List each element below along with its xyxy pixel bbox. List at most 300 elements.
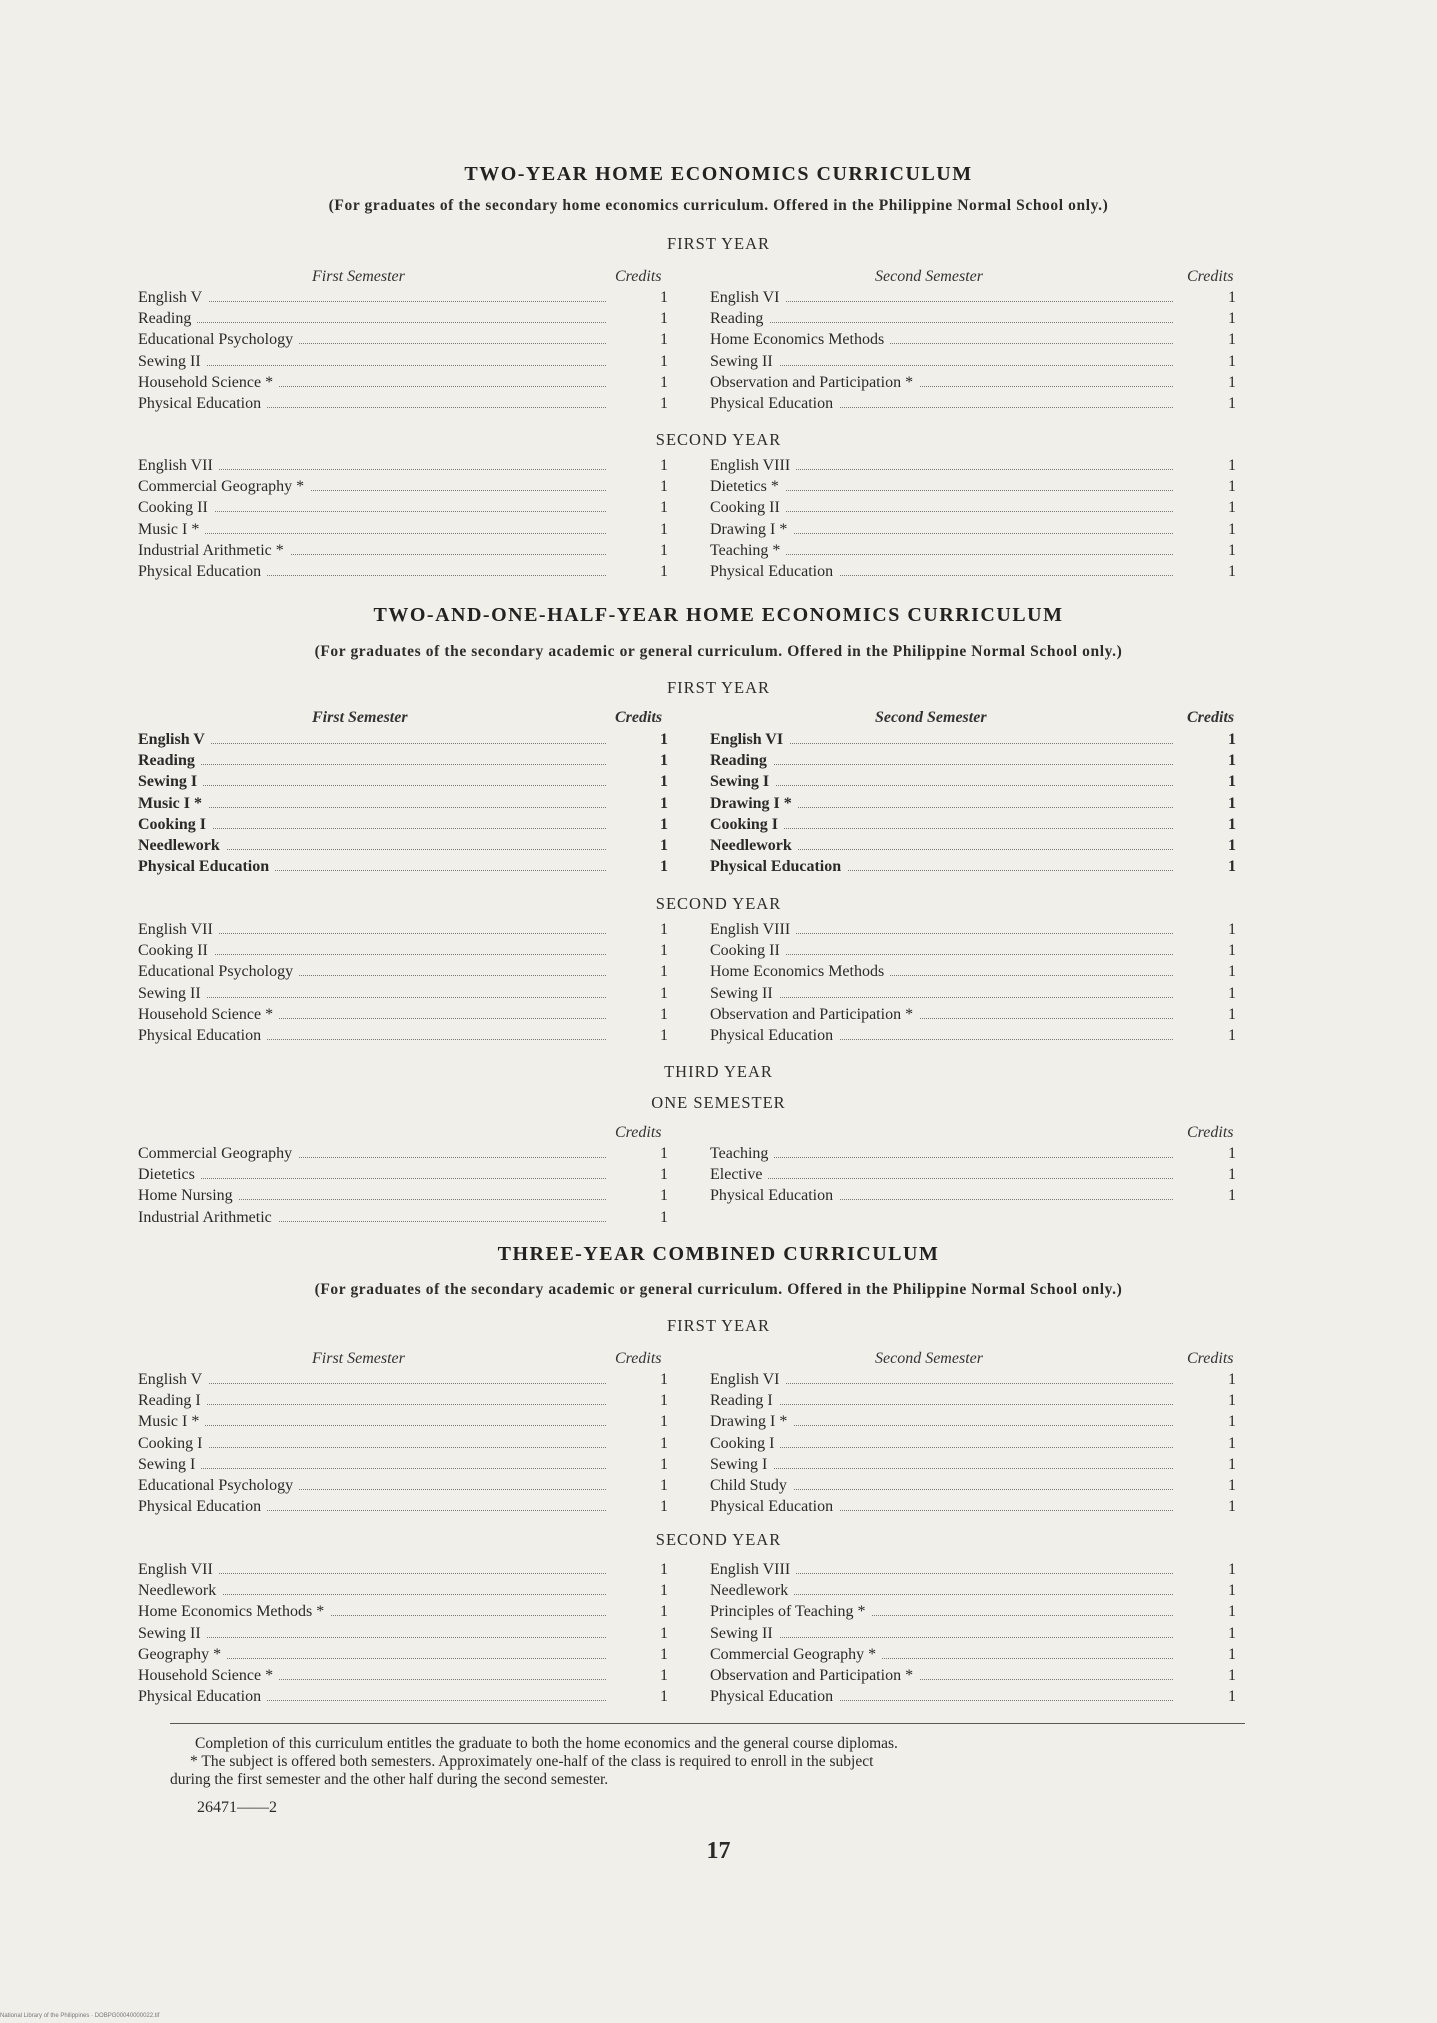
course-row (138, 919, 684, 940)
course-row (138, 835, 684, 856)
first-semester-header: First Semester (312, 709, 408, 726)
course-row (710, 1411, 1252, 1432)
course-row (710, 771, 1252, 792)
course-name: Teaching * (710, 540, 786, 561)
course-row (138, 329, 684, 350)
course-credit: 1 (1228, 942, 1236, 960)
course-name: Educational Psychology (138, 961, 299, 982)
course-credit: 1 (660, 1208, 668, 1226)
course-row (138, 1665, 684, 1686)
dot-leader (138, 764, 606, 765)
year-label: FIRST YEAR (666, 1316, 771, 1335)
dot-leader (138, 997, 606, 998)
course-name: English VII (138, 919, 219, 940)
course-row (138, 455, 684, 476)
course-name: Observation and Participation * (710, 1665, 919, 1686)
course-row (138, 1496, 684, 1517)
course-credit: 1 (660, 921, 668, 938)
dot-leader (138, 785, 606, 786)
course-row (138, 393, 684, 414)
course-credit: 1 (1228, 1413, 1236, 1431)
dot-leader (710, 997, 1173, 998)
course-name: Home Economics Methods (710, 961, 890, 982)
course-credit: 1 (660, 373, 668, 391)
course-name: Dietetics (138, 1164, 201, 1185)
year-label: FIRST YEAR (666, 234, 771, 253)
course-credit: 1 (660, 752, 668, 770)
course-row (710, 372, 1252, 393)
course-name: Drawing I * (710, 1411, 793, 1432)
course-credit: 1 (1228, 1005, 1236, 1023)
dot-leader (138, 301, 606, 302)
course-name: Physical Education (710, 393, 839, 414)
course-name: Physical Education (138, 1686, 267, 1707)
course-name: Cooking II (710, 940, 786, 961)
course-name: Physical Education (710, 1185, 839, 1206)
course-credit: 1 (660, 1645, 668, 1663)
course-credit: 1 (660, 310, 668, 328)
dot-leader (710, 1178, 1173, 1179)
course-name: Drawing I * (710, 793, 798, 814)
course-row (138, 540, 684, 561)
course-name: Physical Education (710, 1496, 839, 1517)
course-row (138, 1390, 684, 1411)
course-credit: 1 (660, 1455, 668, 1473)
course-credit: 1 (1228, 858, 1236, 876)
course-credit: 1 (1228, 794, 1236, 812)
course-credit: 1 (1228, 731, 1236, 748)
course-name: Sewing II (138, 983, 207, 1004)
course-row (710, 393, 1252, 414)
course-row (138, 814, 684, 835)
course-row (710, 1143, 1252, 1164)
course-credit: 1 (1228, 395, 1236, 412)
course-row (138, 476, 684, 497)
course-name: Home Economics Methods (710, 329, 890, 350)
course-name: Home Nursing (138, 1185, 239, 1206)
course-name: Commercial Geography (138, 1143, 298, 1164)
course-row (710, 1559, 1252, 1580)
course-row (710, 940, 1252, 961)
course-name: Reading (710, 308, 769, 329)
course-credit: 1 (660, 499, 668, 517)
course-name: Household Science * (138, 1004, 279, 1025)
course-credit: 1 (660, 1624, 668, 1642)
course-credit: 1 (660, 1145, 668, 1162)
course-row (138, 1207, 684, 1228)
course-row (138, 771, 684, 792)
dot-leader (138, 1425, 606, 1426)
course-row (710, 351, 1252, 372)
course-credit: 1 (660, 289, 668, 306)
course-row (138, 1004, 684, 1025)
course-name: Industrial Arithmetic (138, 1207, 278, 1228)
course-credit: 1 (1228, 1688, 1236, 1706)
course-credit: 1 (1228, 1498, 1236, 1516)
course-name: Physical Education (138, 856, 275, 877)
course-name: Household Science * (138, 1665, 279, 1686)
course-row (710, 308, 1252, 329)
course-credit: 1 (1228, 1371, 1236, 1388)
course-name: Cooking I (138, 814, 212, 835)
course-credit: 1 (1228, 1455, 1236, 1473)
course-row (710, 793, 1252, 814)
course-row (138, 983, 684, 1004)
course-name: English VI (710, 729, 789, 750)
course-name: Cooking II (710, 497, 786, 518)
course-row (138, 1143, 684, 1164)
course-row (138, 1580, 684, 1601)
year-label: SECOND YEAR (655, 1530, 782, 1549)
course-row (710, 476, 1252, 497)
course-credit: 1 (660, 1582, 668, 1600)
course-credit: 1 (1228, 289, 1236, 306)
course-credit: 1 (660, 1477, 668, 1494)
course-row (138, 1164, 684, 1185)
course-row (138, 1623, 684, 1644)
course-name: Commercial Geography * (138, 476, 310, 497)
course-row (138, 1369, 684, 1390)
course-row (710, 455, 1252, 476)
footnote-rule (170, 1723, 1245, 1724)
course-row (138, 519, 684, 540)
course-credit: 1 (1228, 1187, 1236, 1205)
dot-leader (710, 1157, 1173, 1158)
course-row (138, 856, 684, 877)
course-name: Physical Education (710, 856, 847, 877)
course-row (710, 329, 1252, 350)
course-name: Cooking I (710, 1433, 780, 1454)
course-credit: 1 (660, 1603, 668, 1621)
dot-leader (710, 764, 1173, 765)
section-note: (For graduates of the secondary academic or general curriculum. Offered in the Philippine Normal School only.) (314, 1281, 1123, 1298)
credits-header: Credits (1187, 268, 1234, 285)
course-row (710, 1185, 1252, 1206)
course-credit: 1 (1228, 331, 1236, 349)
course-name: Educational Psychology (138, 1475, 299, 1496)
course-credit: 1 (660, 1498, 668, 1516)
course-credit: 1 (660, 563, 668, 580)
course-row (710, 1496, 1252, 1517)
course-credit: 1 (1228, 815, 1236, 833)
course-row (138, 750, 684, 771)
course-row (138, 1025, 684, 1046)
credits-header: Credits (615, 709, 663, 726)
course-name: Physical Education (138, 1496, 267, 1517)
year-label: THIRD YEAR (664, 1062, 773, 1081)
section-note: (For graduates of the secondary home economics curriculum. Offered in the Philippine Normal School only.) (328, 197, 1109, 214)
course-name: English V (138, 287, 208, 308)
course-row (710, 287, 1252, 308)
course-name: Observation and Participation * (710, 372, 919, 393)
second-semester-header: Second Semester (875, 268, 983, 285)
course-name: Physical Education (710, 1686, 839, 1707)
course-name: Reading I (138, 1390, 207, 1411)
dot-leader (710, 322, 1173, 323)
course-name: Sewing II (710, 983, 779, 1004)
course-credit: 1 (660, 395, 668, 412)
course-credit: 1 (1228, 352, 1236, 370)
course-name: Household Science * (138, 372, 279, 393)
course-name: Reading (138, 308, 197, 329)
course-credit: 1 (660, 457, 668, 474)
course-row (138, 1411, 684, 1432)
course-row (138, 351, 684, 372)
course-row (138, 561, 684, 582)
course-credit: 1 (1228, 457, 1236, 474)
footnote-line-1: Completion of this curriculum entitles the graduate to both the home economics and the general course diplomas. (195, 1735, 898, 1752)
dot-leader (138, 1637, 606, 1638)
course-row (710, 1686, 1252, 1707)
dot-leader (138, 1383, 606, 1384)
course-name: Physical Education (138, 1025, 267, 1046)
course-credit: 1 (1228, 1561, 1236, 1578)
dot-leader (710, 785, 1173, 786)
course-credit: 1 (660, 794, 668, 812)
course-name: Physical Education (138, 393, 267, 414)
course-row (138, 729, 684, 750)
course-name: Music I * (138, 793, 208, 814)
course-name: Teaching (710, 1143, 774, 1164)
course-row (138, 1601, 684, 1622)
course-row (710, 919, 1252, 940)
course-credit: 1 (1228, 310, 1236, 328)
dot-leader (710, 1637, 1173, 1638)
course-credit: 1 (660, 942, 668, 960)
page-number: 17 (706, 1838, 731, 1864)
dot-leader (138, 1468, 606, 1469)
course-row (710, 1390, 1252, 1411)
first-semester-header: First Semester (312, 268, 405, 285)
course-credit: 1 (660, 1187, 668, 1205)
course-credit: 1 (1228, 1582, 1236, 1600)
course-credit: 1 (1228, 752, 1236, 770)
section-title: THREE-YEAR COMBINED CURRICULUM (497, 1243, 940, 1265)
course-credit: 1 (660, 837, 668, 854)
course-row (138, 793, 684, 814)
course-row (710, 1433, 1252, 1454)
course-name: English VIII (710, 919, 796, 940)
course-name: Needlework (710, 1580, 794, 1601)
dot-leader (710, 365, 1173, 366)
course-name: Educational Psychology (138, 329, 299, 350)
course-credit: 1 (1228, 1624, 1236, 1642)
course-credit: 1 (660, 773, 668, 791)
course-row (710, 750, 1252, 771)
course-row (710, 835, 1252, 856)
course-name: English VI (710, 287, 785, 308)
course-name: Sewing I (138, 1454, 201, 1475)
course-credit: 1 (660, 858, 668, 876)
year-label: FIRST YEAR (666, 678, 771, 697)
year-label: SECOND YEAR (655, 894, 782, 913)
course-credit: 1 (1228, 1392, 1236, 1410)
course-name: Music I * (138, 519, 205, 540)
print-code: 26471——2 (197, 1799, 277, 1816)
course-row (138, 1475, 684, 1496)
course-credit: 1 (1228, 1434, 1236, 1452)
course-credit: 1 (1228, 1166, 1236, 1184)
credits-header: Credits (1187, 1350, 1234, 1367)
course-row (138, 1454, 684, 1475)
course-row (710, 1025, 1252, 1046)
course-name: English V (138, 1369, 208, 1390)
course-name: Needlework (138, 835, 226, 856)
course-name: Principles of Teaching * (710, 1601, 871, 1622)
course-name: Physical Education (710, 1025, 839, 1046)
course-credit: 1 (1228, 837, 1236, 854)
course-credit: 1 (1228, 499, 1236, 517)
course-row (710, 1601, 1252, 1622)
course-credit: 1 (1228, 921, 1236, 938)
section-note: (For graduates of the secondary academic or general curriculum. Offered in the Philippine Normal School only.) (314, 643, 1123, 660)
course-row (710, 1623, 1252, 1644)
credits-header: Credits (615, 1350, 662, 1367)
course-name: Sewing II (138, 1623, 207, 1644)
course-name: Reading (710, 750, 773, 771)
dot-leader (138, 533, 606, 534)
section-title: TWO-YEAR HOME ECONOMICS CURRICULUM (464, 163, 973, 185)
course-credit: 1 (1228, 1477, 1236, 1494)
course-credit: 1 (660, 478, 668, 496)
course-credit: 1 (660, 520, 668, 538)
dot-leader (138, 1178, 606, 1179)
course-name: Dietetics * (710, 476, 785, 497)
course-name: Drawing I * (710, 519, 793, 540)
course-credit: 1 (660, 815, 668, 833)
course-row (710, 856, 1252, 877)
course-name: Physical Education (710, 561, 839, 582)
course-credit: 1 (660, 1027, 668, 1044)
course-row (710, 1580, 1252, 1601)
course-row (138, 497, 684, 518)
course-name: Needlework (710, 835, 798, 856)
course-row (138, 1559, 684, 1580)
course-credit: 1 (660, 731, 668, 748)
course-name: Commercial Geography * (710, 1644, 882, 1665)
course-credit: 1 (660, 984, 668, 1002)
course-name: Cooking II (138, 497, 214, 518)
course-name: Sewing I (710, 1454, 773, 1475)
dot-leader (710, 1404, 1173, 1405)
course-credit: 1 (1228, 520, 1236, 538)
dot-leader (138, 322, 606, 323)
course-row (710, 814, 1252, 835)
course-name: Sewing II (710, 1623, 779, 1644)
course-row (710, 961, 1252, 982)
course-row (710, 983, 1252, 1004)
course-name: Cooking I (138, 1433, 208, 1454)
course-credit: 1 (660, 541, 668, 559)
course-name: Sewing I (138, 771, 203, 792)
course-credit: 1 (660, 963, 668, 981)
course-row (138, 287, 684, 308)
dot-leader (138, 807, 606, 808)
year-sublabel: ONE SEMESTER (651, 1093, 786, 1112)
credits-header: Credits (1187, 709, 1235, 726)
course-credit: 1 (660, 331, 668, 349)
course-credit: 1 (1228, 1603, 1236, 1621)
course-name: Cooking I (710, 814, 784, 835)
course-row (710, 1164, 1252, 1185)
course-credit: 1 (1228, 478, 1236, 496)
section-title: TWO-AND-ONE-HALF-YEAR HOME ECONOMICS CURRICULUM (373, 604, 1064, 626)
course-name: Observation and Participation * (710, 1004, 919, 1025)
course-name: Sewing II (710, 351, 779, 372)
course-row (710, 1004, 1252, 1025)
course-credit: 1 (1228, 1667, 1236, 1684)
credits-header: Credits (615, 1124, 662, 1141)
course-credit: 1 (1228, 1645, 1236, 1663)
course-name: English VIII (710, 1559, 796, 1580)
course-credit: 1 (660, 352, 668, 370)
course-row (710, 540, 1252, 561)
course-credit: 1 (660, 1667, 668, 1684)
course-name: Physical Education (138, 561, 267, 582)
course-row (710, 1644, 1252, 1665)
course-row (138, 1686, 684, 1707)
course-row (138, 940, 684, 961)
course-credit: 1 (660, 1434, 668, 1452)
course-credit: 1 (660, 1371, 668, 1388)
year-label: SECOND YEAR (655, 430, 782, 449)
course-credit: 1 (1228, 541, 1236, 559)
course-credit: 1 (660, 1688, 668, 1706)
course-row (138, 1644, 684, 1665)
course-name: English VIII (710, 455, 796, 476)
course-row (710, 561, 1252, 582)
dot-leader (710, 1468, 1173, 1469)
dot-leader (138, 365, 606, 366)
course-name: English V (138, 729, 211, 750)
footnote-line-3: during the first semester and the other half during the second semester. (170, 1771, 609, 1788)
course-name: Reading I (710, 1390, 779, 1411)
course-credit: 1 (1228, 773, 1236, 791)
course-row (710, 497, 1252, 518)
course-name: Elective (710, 1164, 768, 1185)
course-name: English VI (710, 1369, 785, 1390)
course-credit: 1 (660, 1005, 668, 1023)
footnote-line-2: * The subject is offered both semesters. Approximately one-half of the class is required to enroll in the subject (190, 1753, 874, 1770)
course-row (138, 372, 684, 393)
course-credit: 1 (660, 1413, 668, 1431)
course-name: Needlework (138, 1580, 222, 1601)
course-credit: 1 (660, 1166, 668, 1184)
course-row (138, 308, 684, 329)
course-row (138, 1185, 684, 1206)
course-row (710, 1665, 1252, 1686)
course-name: Sewing II (138, 351, 207, 372)
course-row (138, 1433, 684, 1454)
course-row (710, 1454, 1252, 1475)
second-semester-header: Second Semester (875, 709, 987, 726)
course-name: Geography * (138, 1644, 227, 1665)
dot-leader (138, 1404, 606, 1405)
course-credit: 1 (1228, 984, 1236, 1002)
course-name: Child Study (710, 1475, 793, 1496)
second-semester-header: Second Semester (875, 1350, 983, 1367)
course-row (710, 1369, 1252, 1390)
course-credit: 1 (1228, 373, 1236, 391)
first-semester-header: First Semester (312, 1350, 405, 1367)
course-name: Home Economics Methods * (138, 1601, 330, 1622)
course-credit: 1 (1228, 963, 1236, 981)
credits-header: Credits (615, 268, 662, 285)
course-row (710, 519, 1252, 540)
credits-header: Credits (1187, 1124, 1234, 1141)
course-row (138, 961, 684, 982)
course-name: Reading (138, 750, 201, 771)
